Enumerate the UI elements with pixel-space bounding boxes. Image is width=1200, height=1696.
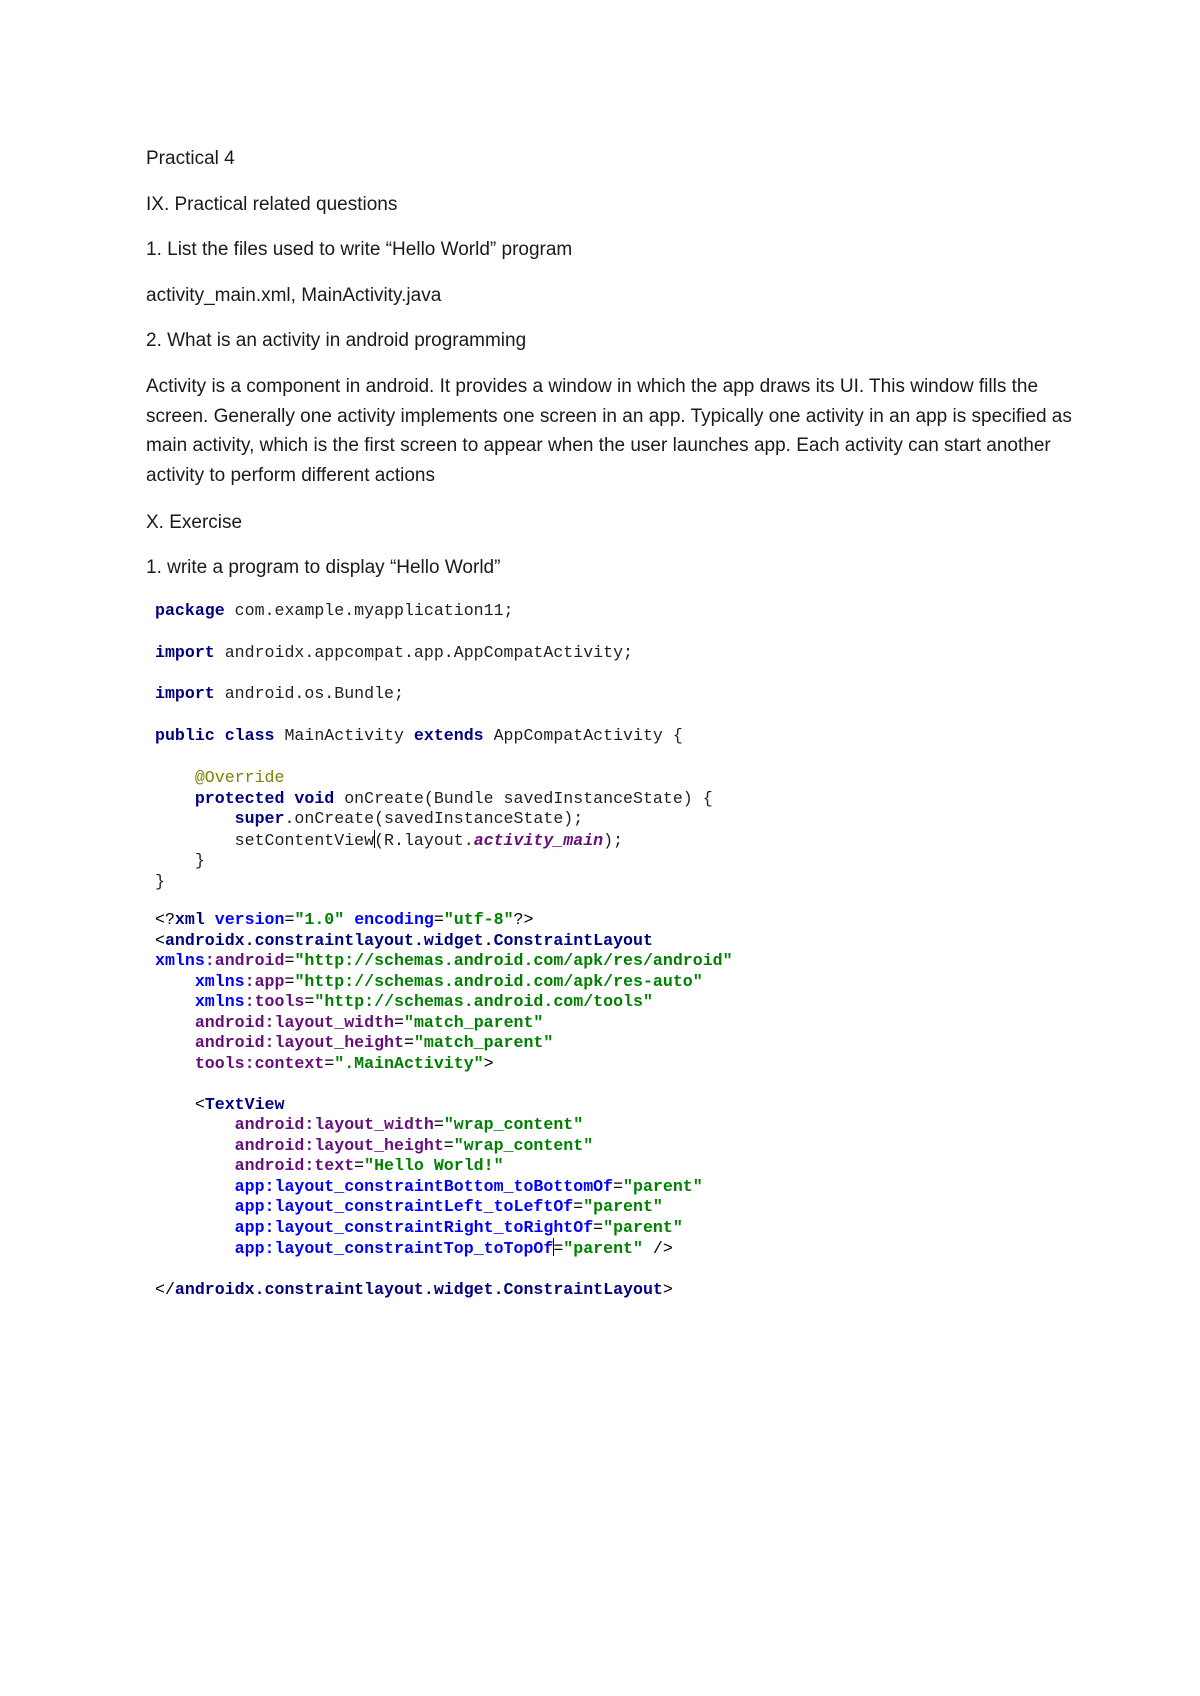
question-1: 1. List the files used to write “Hello World” program [146, 239, 573, 260]
section-heading-x: X. Exercise [146, 512, 243, 533]
java-line-import-bundle: import android.os.Bundle; [155, 684, 404, 703]
question-2: 2. What is an activity in android programming [146, 330, 527, 351]
java-annotation: @Override [194, 768, 285, 787]
section-heading-ix: IX. Practical related questions [146, 194, 398, 215]
exercise-1: 1. write a program to display “Hello World” [146, 557, 501, 578]
answer-1: activity_main.xml, MainActivity.java [146, 285, 442, 306]
answer-2: Activity is a component in android. It provides a window in which the app draws its UI. This window fills the screen. Generally one activity implements one screen in an app. Typically one activity in an app is specified as main activity, which is the first screen to appear when the user launches app. Each activity can start another activity to perform different actions [146, 376, 1072, 486]
page-title: Practical 4 [146, 148, 235, 169]
xml-block: <?xml version="1.0" encoding="utf-8"?> <androidx.constraintlayout.widget.ConstraintLayout xmlns:android="http://schemas.android.com/apk/res/android" xmlns:app="http://schemas.android.com/apk/res-auto" xmlns:tools="http://schemas.android.com/tools" android:layout_width="match_parent" android:layout_height="match_parent" tools:context=".MainActivity"> <TextView android:layout_width="wrap_content" android:layout_height="wrap_content" android:text="Hello World!" app:layout_constraintBottom_toBottomOf="parent" app:layout_constraintLeft_toLeftOf="parent" app:layout_constraintRight_toRightOf="parent" app:layout_constraintTop_toTopOf="parent" /> </androidx.constraintlayout.widget.ConstraintLayout> [155, 910, 733, 1299]
java-block-oncreate: @Override protected void onCreate(Bundle savedInstanceState) { super.onCreate(savedInstanceState); setContentView(R.layout.activity_main); } } [155, 768, 713, 891]
java-line-class-decl: public class MainActivity extends AppCompatActivity { [155, 726, 683, 745]
java-line-import-appcompat: import androidx.appcompat.app.AppCompatActivity; [155, 643, 633, 662]
java-line-package: package com.example.myapplication11; [155, 601, 514, 620]
